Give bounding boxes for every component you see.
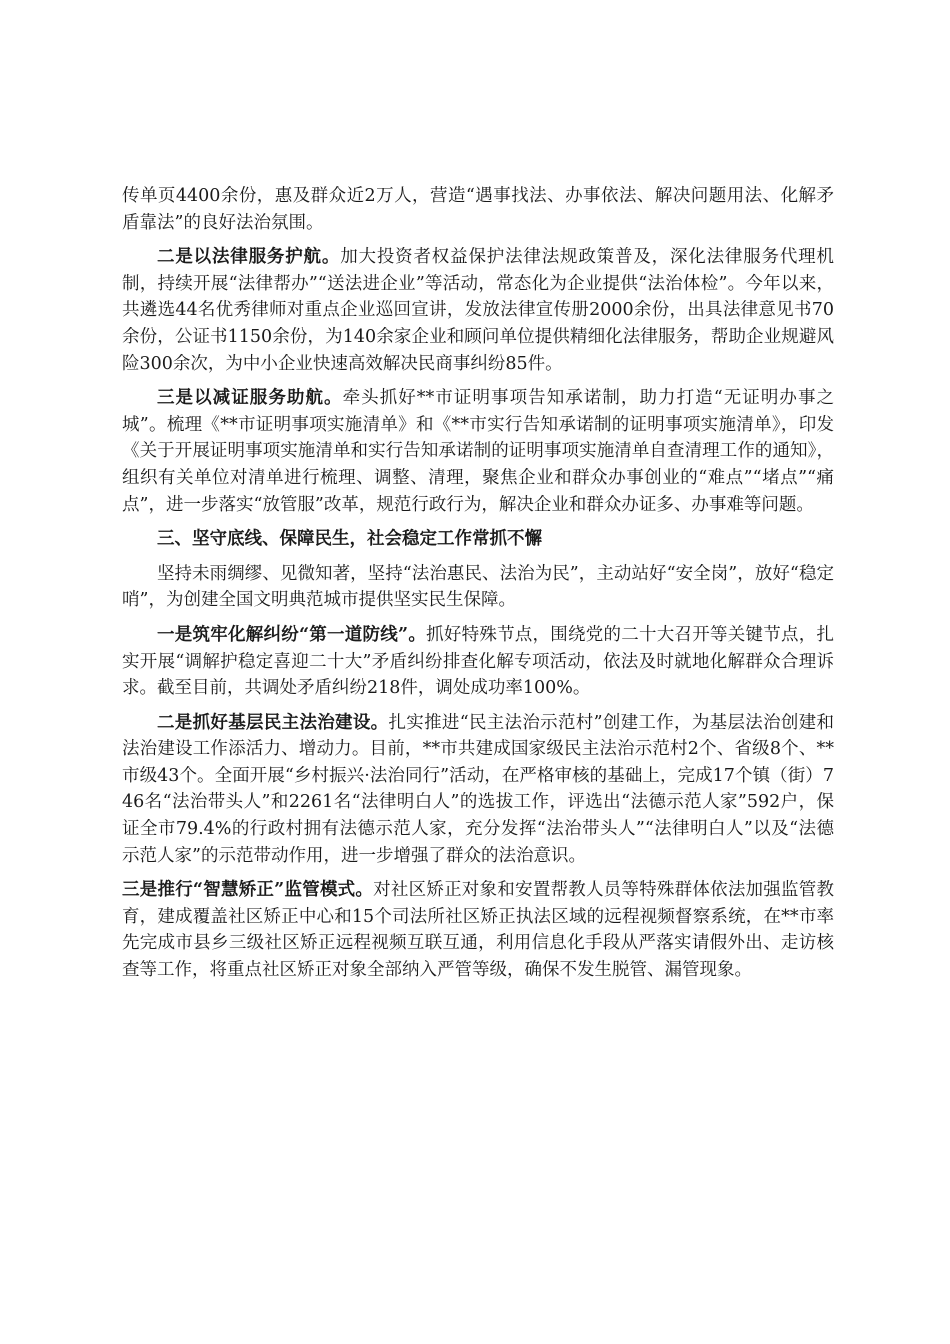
paragraph-3-text: 牵头抓好**市证明事项告知承诺制，助力打造“无证明办事之城”。梳理《**市证明事项实施清单》和《**市实行告知承诺制的证明事项实施清单》，印发《关于开展证明事项实施清单和实行告知承诺制的证明事项实施清单自查清理工作的通知》，组织有关单位对清单进行梳理、调整、清理，聚焦企业和群众办事创业的“难点”“堵点”“痛点”，进一步落实“放管服”改革，规范行政行为，解决企业和群众办证多、办事难等问题。 [122,388,835,515]
document-page [122,183,834,984]
paragraph-5 [122,622,834,702]
paragraph-1 [122,183,834,236]
paragraph-7 [122,877,834,983]
paragraph-1-text: 传单页4400余份，惠及群众近2万人，营造“遇事找法、办事依法、解决问题用法、化解矛盾靠法”的良好法治氛围。 [122,186,834,233]
paragraph-4 [122,561,834,614]
paragraph-7-lead: 三是推行“智慧矫正”监管模式。 [122,880,374,901]
paragraph-4-text: 坚持未雨绸缪、见微知著，坚持“法治惠民、法治为民”，主动站好“安全岗”，放好“稳定哨”，为创建全国文明典范城市提供坚实民生保障。 [122,563,834,611]
paragraph-7-text: 对社区矫正对象和安置帮教人员等特殊群体依法加强监管教育，建成覆盖社区矫正中心和15个司法所社区矫正执法区域的远程视频督察系统，在**市率先完成市县乡三级社区矫正远程视频互联互通，利用信息化手段从严落实请假外出、走访核查等工作，将重点社区矫正对象全部纳入严管等级，确保不发生脱管、漏管现象。 [122,880,834,981]
paragraph-3 [122,385,834,518]
paragraph-2-text: 加大投资者权益保护法律法规政策普及，深化法律服务代理机制，持续开展“法律帮办”“送法进企业”等活动，常态化为企业提供“法治体检”。今年以来，共遴选44名优秀律师对重点企业巡回宣讲，发放法律宣传册2000余份，出具法律意见书70余份，公证书1150余份，为140余家企业和顾问单位提供精细化法律服务，帮助企业规避风险300余次，为中小企业快速高效解决民商事纠纷85件。 [122,247,835,374]
paragraph-6-lead: 二是抓好基层民主法治建设。 [157,712,389,733]
paragraph-5-text: 抓好特殊节点，围绕党的二十大召开等关键节点，扎实开展“调解护稳定喜迎二十大”矛盾纠纷排查化解专项活动，依法及时就地化解群众合理诉求。截至目前，共调处矛盾纠纷218件，调处成功率100%。 [122,624,834,699]
paragraph-2 [122,244,834,377]
paragraph-5-lead: 一是筑牢化解纠纷“第一道防线”。 [157,624,427,645]
paragraph-3-lead: 三是以减证服务助航。 [157,388,343,409]
paragraph-2-lead: 二是以法律服务护航。 [157,247,341,268]
paragraph-6 [122,710,834,870]
section-heading: 三、坚守底线、保障民生，社会稳定工作常抓不懈 [157,529,542,550]
paragraph-6-text: 扎实推进“民主法治示范村”创建工作，为基层法治创建和法治建设工作添活力、增动力。目前，**市共建成国家级民主法治示范村2个、省级8个、**市级43个。全面开展“乡村振兴·法治同行”活动，在严格审核的基础上，完成17个镇（街）746名“法治带头人”和2261名“法律明白人”的选拔工作，评选出“法德示范人家”592户，保证全市79.4%的行政村拥有法德示范人家，充分发挥“法治带头人”“法律明白人”以及“法德示范人家”的示范带动作用，进一步增强了群众的法治意识。 [122,712,834,866]
